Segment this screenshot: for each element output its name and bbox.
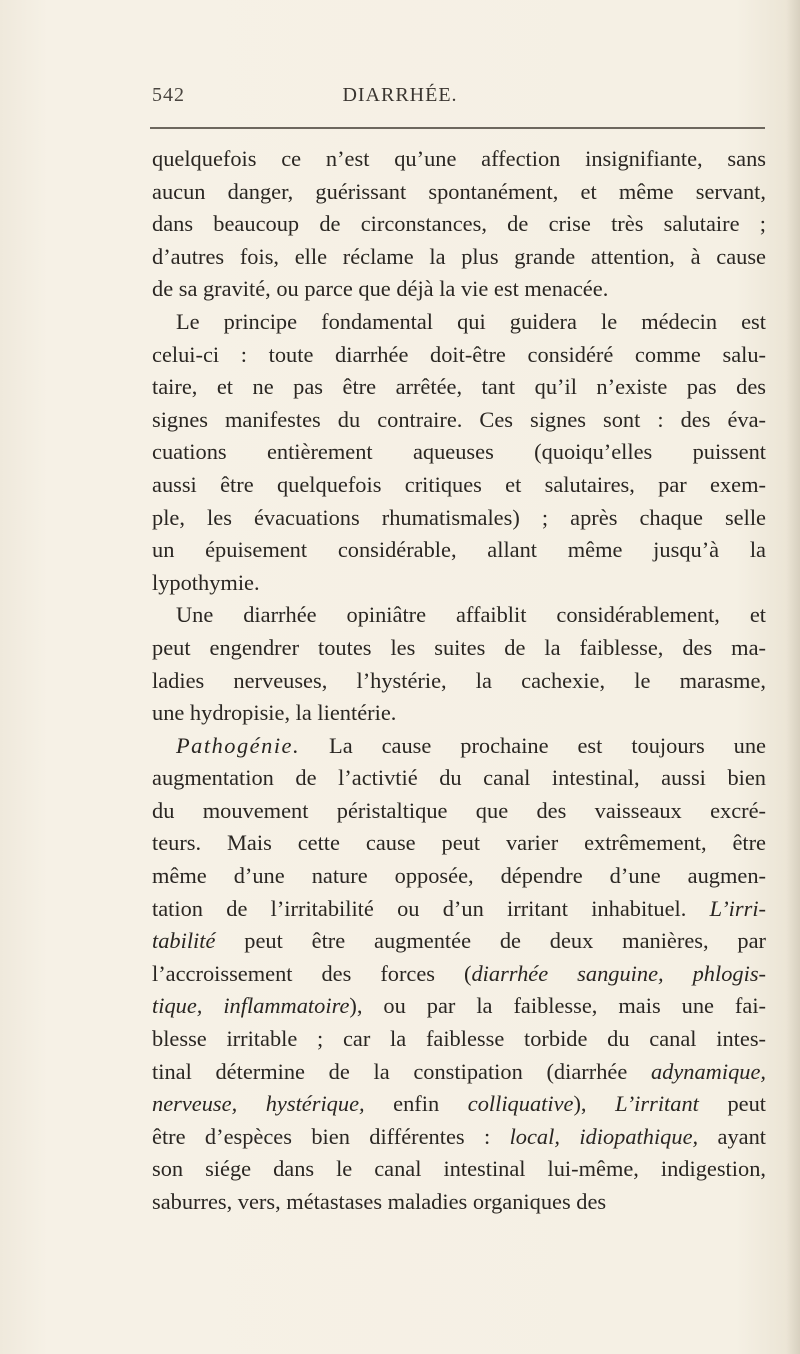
text-line: teurs. Mais cette cause peut varier extrêmement, être: [152, 830, 766, 856]
italic-run: nerveuse, hystérique,: [152, 1091, 365, 1117]
text-line: [152, 1056, 766, 1089]
text-line: d’autres fois, elle réclame la plus grande attention, à cause: [152, 243, 766, 269]
text-line: du mouvement péristaltique que des vaisseaux excré-: [152, 797, 766, 823]
text-line: lypothymie.: [152, 569, 260, 595]
text-line: un épuisement considérable, allant même jusqu’à la: [152, 537, 766, 563]
italic-run: L’irritant: [615, 1091, 699, 1117]
text-line: [152, 730, 766, 763]
page-header: [0, 84, 800, 114]
text-line: aucun danger, guérissant spontanément, et même servant,: [152, 178, 766, 204]
text-line: [152, 1121, 766, 1154]
text-run: enfin: [364, 1091, 468, 1117]
page-edge-shadow: [786, 0, 800, 1354]
text-run: ayant: [698, 1123, 766, 1149]
text-line: Le principe fondamental qui guidera le médecin est: [176, 308, 766, 334]
section-label: Pathogénie.: [176, 732, 301, 758]
text-line: ladies nerveuses, l’hystérie, la cachexie, le marasme,: [152, 667, 766, 693]
text-line: signes manifestes du contraire. Ces signes sont : des éva-: [152, 406, 766, 432]
text-line: [152, 990, 766, 1023]
paragraph-pathogenie: [152, 730, 766, 1219]
text-run: peut être augmentée de deux manières, par: [215, 928, 766, 954]
header-rule: [150, 127, 765, 129]
text-line: aussi être quelquefois critiques et salutaires, par exem-: [152, 471, 766, 497]
italic-run: adynamique,: [650, 1058, 766, 1084]
italic-run: local, idiopathique,: [509, 1123, 699, 1149]
body-text: [152, 143, 766, 1219]
text-line: ple, les évacuations rhumatismales) ; après chaque selle: [152, 504, 766, 530]
text-line: quelquefois ce n’est qu’une affection insignifiante, sans: [152, 146, 766, 171]
text-run: ),: [573, 1091, 616, 1117]
text-run: peut: [698, 1091, 766, 1117]
text-run: être d’espèces bien différentes :: [152, 1123, 510, 1149]
text-line: cuations entièrement aqueuses (quoiqu’elles puissent: [152, 439, 766, 465]
text-run: l’accroissement des forces (: [152, 960, 472, 986]
text-line: une hydropisie, la lientérie.: [152, 700, 397, 726]
text-run: La cause prochaine est toujours une: [300, 732, 766, 758]
text-line: [152, 893, 766, 926]
italic-run: L’irri-: [709, 895, 766, 921]
text-line: [152, 925, 766, 958]
text-line: blesse irritable ; car la faiblesse torbide du canal intes-: [152, 1026, 766, 1052]
italic-run: colliquative: [467, 1091, 574, 1117]
text-line: celui-ci : toute diarrhée doit-être considéré comme salu-: [152, 341, 766, 367]
text-line: même d’une nature opposée, dépendre d’une augmen-: [152, 863, 766, 889]
italic-run: diarrhée sanguine, phlogis-: [471, 960, 766, 986]
text-line: augmentation de l’activtié du canal intestinal, aussi bien: [152, 765, 766, 791]
text-line: de sa gravité, ou parce que déjà la vie est menacée.: [152, 276, 609, 302]
running-head: DIARRHÉE.: [342, 84, 458, 106]
page-number: 542: [152, 84, 185, 106]
paragraph-group-1: [152, 143, 766, 730]
text-line: peut engendrer toutes les suites de la faiblesse, des ma-: [152, 634, 766, 660]
text-line: taire, et ne pas être arrêtée, tant qu’il n’existe pas des: [152, 374, 766, 400]
text-line: saburres, vers, métastases maladies organiques des: [152, 1189, 607, 1214]
text-run: tation de l’irritabilité ou d’un irritant inhabituel.: [152, 895, 710, 921]
text-run: tinal détermine de la constipation (diarrhée: [152, 1058, 651, 1084]
italic-run: tique, inflammatoire: [152, 993, 350, 1019]
text-run: ), ou par la faiblesse, mais une fai-: [349, 993, 766, 1019]
text-line: son siége dans le canal intestinal lui-même, indigestion,: [152, 1156, 766, 1182]
text-line: dans beaucoup de circonstances, de crise très salutaire ;: [152, 211, 766, 237]
text-line: [152, 958, 766, 991]
text-line: [152, 1088, 766, 1121]
text-line: Une diarrhée opiniâtre affaiblit considérablement, et: [176, 602, 766, 628]
italic-run: tabilité: [152, 928, 216, 954]
